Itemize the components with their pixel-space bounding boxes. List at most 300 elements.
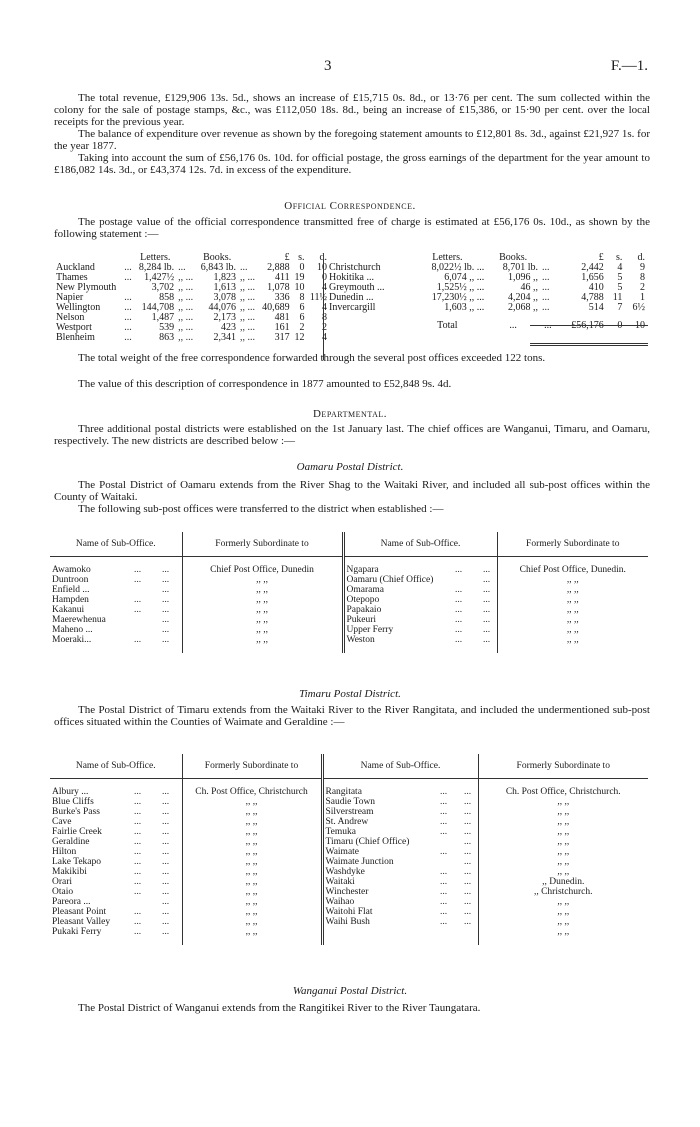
leader-dots: ... — [464, 816, 472, 827]
formerly-subordinate-to: ,, ,, — [182, 857, 322, 867]
leader-dots: ,, ... — [240, 292, 256, 303]
office-name: New Plymouth — [56, 282, 117, 293]
formerly-subordinate-to: Ch. Post Office, Christchurch. — [478, 787, 648, 797]
value-1877-paragraph: The value of this description of correspondence in 1877 amounted to £52,848 9s. 4d. — [78, 378, 452, 390]
leader-dots: ... — [483, 564, 491, 575]
value-pounds: 161 — [274, 322, 290, 333]
table-row — [50, 857, 648, 867]
letters-weight: 17,230½ ,, ... — [431, 292, 485, 303]
leader-dots: ,, ... — [240, 332, 256, 343]
table-row — [50, 585, 648, 595]
leader-dots: ... — [162, 806, 170, 817]
value-shillings: 8 — [299, 292, 305, 303]
leader-dots — [438, 927, 462, 937]
office-name: Napier — [56, 292, 84, 303]
value-pounds: 40,689 — [262, 302, 290, 313]
leader-dots: ... — [162, 624, 170, 635]
table-row — [50, 565, 648, 575]
leader-dots: ... — [124, 322, 132, 333]
leader-dots: ,, ... — [178, 322, 194, 333]
sub-office-name: Otaio — [52, 886, 74, 897]
table-row — [50, 797, 648, 807]
table-row — [50, 625, 648, 635]
table-row — [50, 615, 648, 625]
office-name: Dunedin ... — [329, 292, 374, 303]
formerly-subordinate-to: Chief Post Office, Dunedin. — [497, 565, 648, 575]
formerly-subordinate-to: ,, ,, — [478, 817, 648, 827]
oamaru-title: Oamaru Postal District. — [296, 461, 404, 473]
sub-office-name: Orari — [52, 876, 73, 887]
formerly-subordinate-to: ,, ,, — [497, 575, 648, 585]
table-row — [50, 917, 648, 927]
leader-dots: ... — [483, 624, 491, 635]
sub-office-name: Hilton — [52, 846, 77, 857]
leader-dots: ,, ... — [240, 272, 256, 283]
leader-dots: ... — [124, 292, 132, 303]
total-rule-bottom — [530, 343, 648, 346]
leader-dots: ... — [134, 574, 142, 585]
leader-dots: ... — [455, 614, 463, 625]
sub-office-name: Upper Ferry — [343, 625, 453, 635]
leader-dots: ,, ... — [178, 302, 194, 313]
sub-office-name: Silverstream — [322, 807, 438, 817]
table-row — [50, 887, 648, 897]
leader-dots: ... — [162, 876, 170, 887]
wanganui-title: Wanganui Postal District. — [292, 985, 408, 997]
total-label: Total — [437, 320, 458, 331]
leader-dots: ... — [455, 594, 463, 605]
sub-office-name: Hampden — [52, 594, 89, 605]
value-shillings: 7 — [617, 302, 623, 313]
leader-dots: ... — [162, 584, 170, 595]
formerly-subordinate-to: ,, ,, — [182, 867, 322, 877]
leader-dots: ... — [162, 564, 170, 575]
sub-office-name: Pleasant Point — [52, 906, 107, 917]
office-name: Greymouth ... — [329, 282, 385, 293]
value-pence: 4 — [322, 282, 327, 293]
formerly-subordinate-to: ,, ,, — [182, 847, 322, 857]
leader-dots: ... — [162, 574, 170, 585]
table-row — [50, 807, 648, 817]
official-total-row — [327, 321, 647, 331]
value-shillings: 12 — [294, 332, 305, 343]
formerly-subordinate-to: ,, ,, — [478, 897, 648, 907]
leader-dots: ... — [440, 786, 448, 797]
formerly-subordinate-to: ,, ,, — [478, 927, 648, 937]
gross-earnings-paragraph: Taking into account the sum of £56,176 0s. 10d. for official postage, the gross earnings of the department for the year amount to £186,082 14s. 3d., or £43,374 12s. 7d. in excess of the expenditure. — [54, 152, 650, 176]
departmental-intro: Three additional postal districts were established on the 1st January last. The chief offices are Wanganui, Timaru, and Oamaru, respectively. The new districts are described below :— — [54, 423, 650, 447]
sub-office-name: Pleasant Valley — [52, 916, 111, 927]
books-weight: 1,096 ,, — [508, 272, 538, 283]
value-pounds: 481 — [274, 312, 290, 323]
formerly-subordinate-to: ,, ,, — [478, 867, 648, 877]
table-row — [50, 787, 648, 797]
timaru-col-name-1: Name of Sub-Office. — [50, 754, 182, 779]
formerly-subordinate-to: ,, ,, — [182, 605, 343, 615]
books-weight: 2,068 ,, — [508, 302, 538, 313]
office-name: Christchurch — [329, 262, 381, 273]
leader-dots: ... — [464, 826, 472, 837]
sub-office-name: Maerewhenua — [52, 614, 106, 625]
office-name: Westport — [56, 322, 92, 333]
value-shillings: 5 — [617, 272, 623, 283]
letters-weight: 144,708 — [141, 302, 175, 313]
leader-dots: ... — [483, 604, 491, 615]
col-pence: d. — [319, 252, 327, 263]
office-name: Wellington — [56, 302, 101, 313]
value-pounds: 1,078 — [267, 282, 290, 293]
value-shillings: 0 — [299, 262, 305, 273]
timaru-col-formerly-1: Formerly Subordinate to — [182, 754, 322, 779]
value-pence: 6½ — [632, 302, 645, 313]
sub-office-name: Waihao — [322, 897, 438, 907]
leader-dots: ... — [542, 272, 550, 283]
total-shillings: 0 — [617, 320, 623, 331]
table-row — [50, 817, 648, 827]
revenue-paragraph: The total revenue, £129,906 13s. 5d., shows an increase of £15,715 0s. 8d., or 13·76 per cent. The sum collected within the colony for the sale of postage stamps, &c., was £112,050 18s. 8d., being an increase of £15,386, or 15·90 per cent. over the local receipts for the previous year. — [54, 92, 650, 128]
books-weight: 1,613 — [213, 282, 237, 293]
timaru-col-name-2: Name of Sub-Office. — [322, 754, 478, 779]
formerly-subordinate-to: ,, ,, — [182, 887, 322, 897]
letters-weight: 8,022½ lb. ... — [431, 262, 485, 273]
formerly-subordinate-to: ,, ,, — [497, 615, 648, 625]
official-table-right — [327, 253, 647, 331]
table-row — [50, 605, 648, 615]
leader-dots — [132, 625, 160, 635]
formerly-subordinate-to: ,, ,, — [497, 585, 648, 595]
letters-weight: 1,603 ,, ... — [444, 302, 485, 313]
leader-dots: ... — [464, 916, 472, 927]
sub-office-name: Weston — [343, 635, 453, 645]
sub-office-name: Pareora ... — [52, 896, 91, 907]
leader-dots: ... — [134, 594, 142, 605]
leader-dots: ... — [162, 856, 170, 867]
formerly-subordinate-to: ,, ,, — [497, 605, 648, 615]
value-pounds: 4,788 — [581, 292, 604, 303]
timaru-title: Timaru Postal District. — [299, 688, 401, 700]
balance-paragraph: The balance of expenditure over revenue as shown by the foregoing statement amounts to £12,801 8s. 3d., against £21,927 1s. for the year 1877. — [54, 128, 650, 152]
sub-office-name: Geraldine — [52, 836, 90, 847]
leader-dots: ... — [440, 906, 448, 917]
leader-dots: ,, ... — [178, 312, 194, 323]
oamaru-col-name-2: Name of Sub-Office. — [343, 532, 497, 557]
books-weight: 2,173 — [213, 312, 237, 323]
table-row — [50, 827, 648, 837]
leader-dots: ... — [440, 796, 448, 807]
timaru-header-row — [50, 754, 648, 779]
value-pence: 0 — [322, 272, 327, 283]
value-pounds: 411 — [275, 272, 290, 283]
leader-dots: ... — [134, 604, 142, 615]
timaru-col-formerly-2: Formerly Subordinate to — [478, 754, 648, 779]
leader-dots: ... — [134, 866, 142, 877]
leader-dots: ... — [464, 796, 472, 807]
sub-office-name: St. Andrew — [322, 817, 438, 827]
formerly-subordinate-to: ,, ,, — [182, 907, 322, 917]
wanganui-extent: The Postal District of Wanganui extends from the Rangitikei River to the River Taungatara. — [78, 1002, 481, 1014]
departmental-heading: Departmental. — [312, 408, 387, 420]
letters-weight: 858 — [159, 292, 175, 303]
official-table-left — [54, 253, 329, 343]
sub-office-name: Waitohi Flat — [322, 907, 438, 917]
office-name: Hokitika ... — [329, 272, 374, 283]
books-weight: 8,701 lb. — [502, 262, 538, 273]
leader-dots: ... — [162, 926, 170, 937]
value-shillings: 6 — [299, 312, 305, 323]
formerly-subordinate-to: ,, Dunedin. — [478, 877, 648, 887]
sub-office-name: Makikibi — [52, 866, 87, 877]
leader-dots: ... — [440, 916, 448, 927]
official-table-divider — [323, 260, 324, 360]
table-row — [50, 847, 648, 857]
page-header — [0, 58, 700, 74]
leader-dots: ... — [483, 614, 491, 625]
oamaru-table — [50, 532, 648, 653]
leader-dots: ... — [134, 564, 142, 575]
table-row — [50, 927, 648, 937]
sub-office-name: Waihi Bush — [322, 917, 438, 927]
leader-dots: ... — [134, 926, 142, 937]
leader-dots: ... — [464, 786, 472, 797]
sub-office-name: Winchester — [322, 887, 438, 897]
leader-dots: ... — [464, 856, 472, 867]
value-pence: 11½ — [309, 292, 327, 303]
office-name: Blenheim — [56, 332, 95, 343]
value-pence: 1 — [640, 292, 645, 303]
leader-dots: ... — [134, 856, 142, 867]
sub-office-name: Ngapara — [343, 565, 453, 575]
formerly-subordinate-to: ,, ,, — [182, 635, 343, 645]
table-row — [50, 595, 648, 605]
formerly-subordinate-to: ,, ,, — [182, 625, 343, 635]
value-pence: 2 — [640, 282, 645, 293]
sub-office-name: Pukaki Ferry — [52, 926, 102, 937]
value-pence: 4 — [322, 302, 327, 313]
leader-dots: ... — [124, 272, 132, 283]
leader-dots: ... — [162, 816, 170, 827]
leader-dots: ,, ... — [240, 302, 256, 313]
col-books: Books. — [203, 252, 232, 263]
sub-office-name: Moeraki... — [52, 634, 92, 645]
leader-dots: ... — [483, 594, 491, 605]
formerly-subordinate-to: ,, ,, — [478, 797, 648, 807]
leader-dots — [462, 927, 478, 937]
leader-dots — [132, 615, 160, 625]
leader-dots: ... — [440, 886, 448, 897]
leader-dots: ... — [440, 866, 448, 877]
oamaru-transferred: The following sub-post offices were transferred to the district when established :— — [78, 503, 444, 515]
leader-dots — [438, 837, 462, 847]
formerly-subordinate-to: Chief Post Office, Dunedin — [182, 565, 343, 575]
total-dots-2: ... — [544, 320, 552, 331]
table-row — [50, 897, 648, 907]
sub-office-name: Awamoko — [52, 564, 91, 575]
official-row — [54, 333, 329, 343]
leader-dots: ... — [162, 786, 170, 797]
formerly-subordinate-to: ,, ,, — [478, 847, 648, 857]
official-correspondence-heading: Official Correspondence. — [284, 200, 416, 212]
leader-dots: ... — [134, 916, 142, 927]
formerly-subordinate-to: ,, ,, — [478, 857, 648, 867]
total-rule-top — [530, 325, 648, 326]
leader-dots: ... — [464, 886, 472, 897]
sub-office-name: Lake Tekapo — [52, 856, 102, 867]
formerly-subordinate-to: ,, ,, — [497, 595, 648, 605]
letters-weight: 863 — [159, 332, 175, 343]
books-weight: 2,341 — [213, 332, 237, 343]
col-letters: Letters. — [140, 252, 171, 263]
books-weight: 46 ,, — [520, 282, 538, 293]
leader-dots — [438, 857, 462, 867]
leader-dots: ,, ... — [240, 282, 256, 293]
office-name: Thames — [56, 272, 88, 283]
page-number: 3 — [324, 58, 332, 74]
formerly-subordinate-to: ,, ,, — [182, 877, 322, 887]
leader-dots: ... — [455, 624, 463, 635]
table-row — [50, 907, 648, 917]
sub-office-name: Maheno ... — [52, 624, 93, 635]
books-weight: 1,823 — [213, 272, 237, 283]
leader-dots: ... — [455, 584, 463, 595]
leader-dots: ... — [178, 262, 186, 273]
value-shillings: 2 — [299, 322, 305, 333]
formerly-subordinate-to: ,, ,, — [182, 615, 343, 625]
value-shillings: 10 — [294, 282, 305, 293]
table-row — [50, 575, 648, 585]
formerly-subordinate-to: ,, ,, — [478, 827, 648, 837]
sub-office-name: Cave — [52, 816, 72, 827]
leader-dots: ... — [162, 866, 170, 877]
oamaru-col-formerly-1: Formerly Subordinate to — [182, 532, 343, 557]
letters-weight: 1,487 — [151, 312, 175, 323]
leader-dots: ... — [134, 886, 142, 897]
letters-weight: 3,702 — [151, 282, 175, 293]
sub-office-name: Burke's Pass — [52, 806, 100, 817]
leader-dots: ... — [162, 906, 170, 917]
formerly-subordinate-to: ,, ,, — [478, 907, 648, 917]
formerly-subordinate-to: ,, ,, — [182, 897, 322, 907]
sub-office-name: Waimate — [322, 847, 438, 857]
leader-dots: ... — [240, 262, 248, 273]
leader-dots: ... — [162, 634, 170, 645]
sub-office-name: Fairlie Creek — [52, 826, 102, 837]
leader-dots: ... — [134, 876, 142, 887]
leader-dots: ... — [542, 292, 550, 303]
leader-dots: ,, ... — [240, 312, 256, 323]
leader-dots: ... — [162, 836, 170, 847]
formerly-subordinate-to: ,, ,, — [478, 917, 648, 927]
leader-dots: ... — [162, 886, 170, 897]
value-shillings: 5 — [617, 282, 623, 293]
col-letters: Letters. — [432, 252, 463, 263]
leader-dots: ... — [162, 594, 170, 605]
value-pence: 9 — [640, 262, 645, 273]
leader-dots — [132, 585, 160, 595]
value-shillings: 11 — [612, 292, 623, 303]
total-pounds: £56,176 — [571, 320, 604, 331]
total-pence: 10 — [635, 320, 645, 331]
sub-office-name: Blue Cliffs — [52, 796, 94, 807]
office-name: Nelson — [56, 312, 85, 323]
formerly-subordinate-to: ,, ,, — [182, 797, 322, 807]
col-books: Books. — [499, 252, 528, 263]
col-pounds: £ — [284, 252, 290, 263]
sub-office-name: Kakanui — [52, 604, 85, 615]
sub-office-name: Temuka — [322, 827, 438, 837]
official-intro: The postage value of the official correspondence transmitted free of charge is estimated at £56,176 0s. 10d., as shown by the following statement :— — [54, 216, 650, 240]
leader-dots: ,, ... — [240, 322, 256, 333]
leader-dots — [132, 897, 160, 907]
leader-dots: ... — [162, 846, 170, 857]
leader-dots: ... — [440, 826, 448, 837]
value-pounds: 514 — [588, 302, 604, 313]
value-shillings: 19 — [294, 272, 305, 283]
leader-dots: ... — [162, 826, 170, 837]
leader-dots: ... — [162, 896, 170, 907]
formerly-subordinate-to: ,, Christchurch. — [478, 887, 648, 897]
books-weight: 4,204 ,, — [508, 292, 538, 303]
value-pounds: 2,888 — [267, 262, 290, 273]
leader-dots: ... — [134, 906, 142, 917]
col-shillings: s. — [615, 252, 623, 263]
col-shillings: s. — [298, 252, 305, 263]
sub-office-name: Papakaio — [343, 605, 453, 615]
leader-dots: ... — [483, 574, 491, 585]
value-pence: 8 — [640, 272, 645, 283]
letters-weight: 539 — [159, 322, 175, 333]
formerly-subordinate-to: ,, ,, — [182, 817, 322, 827]
oamaru-header-row — [50, 532, 648, 557]
formerly-subordinate-to: ,, ,, — [182, 827, 322, 837]
col-pounds: £ — [598, 252, 604, 263]
letters-weight: 1,427½ — [144, 272, 175, 283]
total-dots: ... — [509, 320, 517, 331]
oamaru-col-formerly-2: Formerly Subordinate to — [497, 532, 648, 557]
leader-dots: ... — [134, 836, 142, 847]
sub-office-name: Duntroon — [52, 574, 89, 585]
leader-dots: ... — [464, 896, 472, 907]
office-name: Invercargill — [329, 302, 376, 313]
leader-dots: ... — [464, 806, 472, 817]
leader-dots: ... — [162, 604, 170, 615]
sub-office-name: Washdyke — [322, 867, 438, 877]
leader-dots: ,, ... — [178, 282, 194, 293]
value-pence: 4 — [322, 332, 327, 343]
sub-office-name: Omarama — [343, 585, 453, 595]
leader-dots: ... — [440, 816, 448, 827]
books-weight: 423 — [221, 322, 237, 333]
leader-dots: ... — [134, 816, 142, 827]
leader-dots: ... — [134, 634, 142, 645]
books-weight: 6,843 lb. — [200, 262, 237, 273]
value-pounds: 410 — [588, 282, 604, 293]
total-weight-paragraph: The total weight of the free correspondence forwarded through the several post offices exceeded 122 tons. — [78, 352, 546, 364]
table-row — [50, 877, 648, 887]
books-weight: 44,076 — [208, 302, 237, 313]
leader-dots: ... — [464, 906, 472, 917]
leader-dots: ,, ... — [178, 272, 194, 283]
value-shillings: 6 — [299, 302, 305, 313]
oamaru-extent: The Postal District of Oamaru extends from the River Shag to the Waitaki River, and included all sub-post offices within the County of Waitaki. — [54, 479, 650, 503]
value-pounds: 317 — [274, 332, 290, 343]
value-pence: 2 — [322, 322, 327, 333]
formerly-subordinate-to: ,, ,, — [497, 635, 648, 645]
leader-dots: ... — [134, 826, 142, 837]
leader-dots: ... — [134, 786, 142, 797]
sub-office-name: Otepopo — [343, 595, 453, 605]
leader-dots: ... — [542, 262, 550, 273]
sub-office-name: Waimate Junction — [322, 857, 438, 867]
